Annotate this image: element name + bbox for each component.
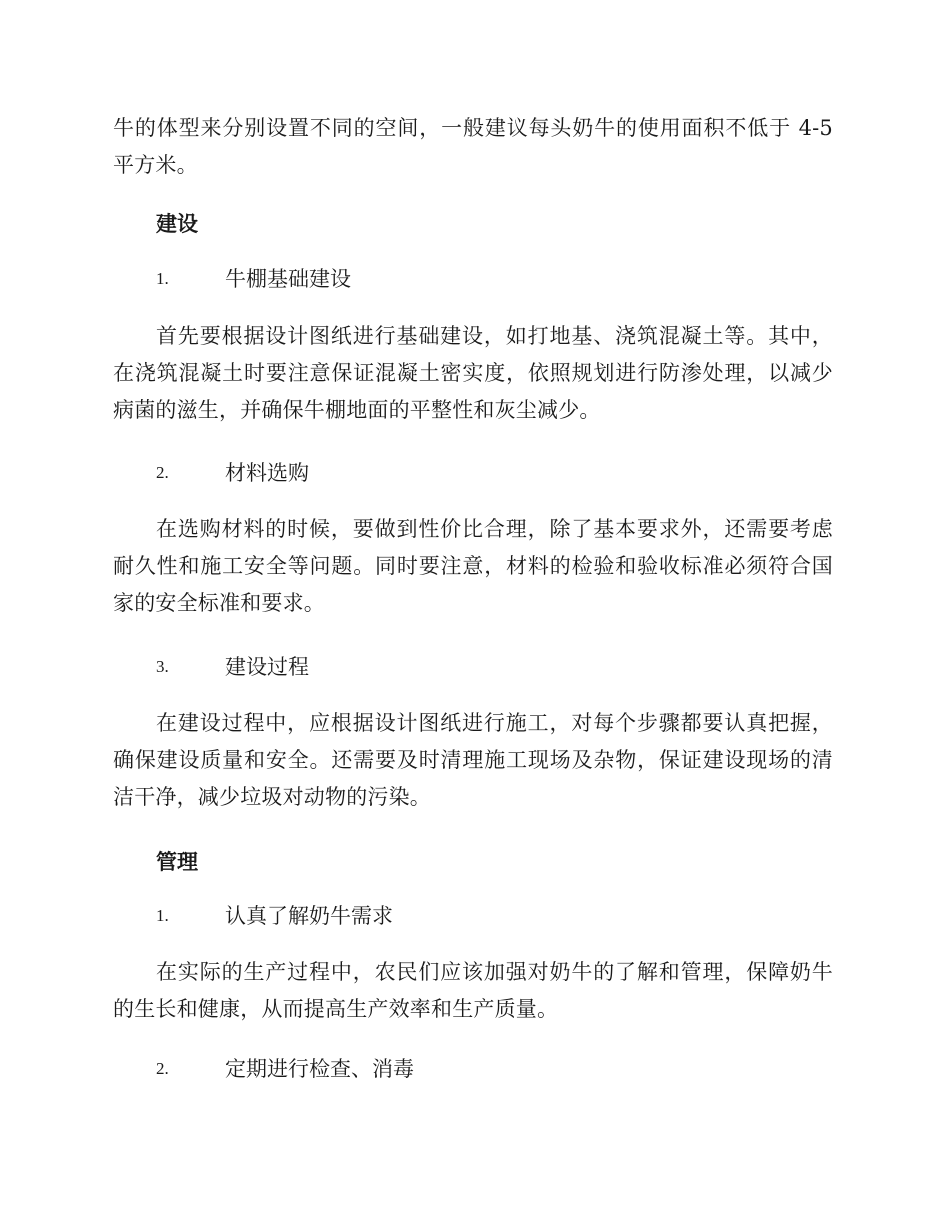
list-label: 定期进行检查、消毒 bbox=[225, 1057, 414, 1081]
foundation-paragraph: 首先要根据设计图纸进行基础建设，如打地基、浇筑混凝土等。其中，在浇筑混凝土时要注意保证混凝土密实度，依照规划进行防渗处理，以减少病菌的滋生，并确保牛棚地面的平整性和灰尘减少。 bbox=[113, 324, 833, 422]
process-paragraph: 在建设过程中，应根据设计图纸进行施工，对每个步骤都要认真把握，确保建设质量和安全。还需要及时清理施工现场及杂物，保证建设现场的清洁干净，减少垃圾对动物的污染。 bbox=[113, 711, 833, 809]
list-number: 2. bbox=[156, 463, 169, 482]
construction-heading: 建设 bbox=[156, 211, 198, 236]
list-label: 材料选购 bbox=[225, 461, 309, 485]
management-heading: 管理 bbox=[156, 849, 198, 874]
list-number: 2. bbox=[156, 1059, 169, 1078]
list-label: 认真了解奶牛需求 bbox=[225, 904, 393, 928]
needs-paragraph: 在实际的生产过程中，农民们应该加强对奶牛的了解和管理，保障奶牛的生长和健康，从而提高生产效率和生产质量。 bbox=[113, 960, 833, 1021]
list-label: 牛棚基础建设 bbox=[225, 267, 351, 291]
list-number: 3. bbox=[156, 657, 169, 676]
list-number: 1. bbox=[156, 906, 169, 925]
list-label: 建设过程 bbox=[225, 655, 309, 679]
materials-paragraph: 在选购材料的时候，要做到性价比合理，除了基本要求外，还需要考虑耐久性和施工安全等问题。同时要注意，材料的检验和验收标准必须符合国家的安全标准和要求。 bbox=[113, 517, 833, 615]
intro-continuation-paragraph: 牛的体型来分别设置不同的空间，一般建议每头奶牛的使用面积不低于 4-5 平方米。 bbox=[113, 116, 833, 177]
list-number: 1. bbox=[156, 269, 169, 288]
